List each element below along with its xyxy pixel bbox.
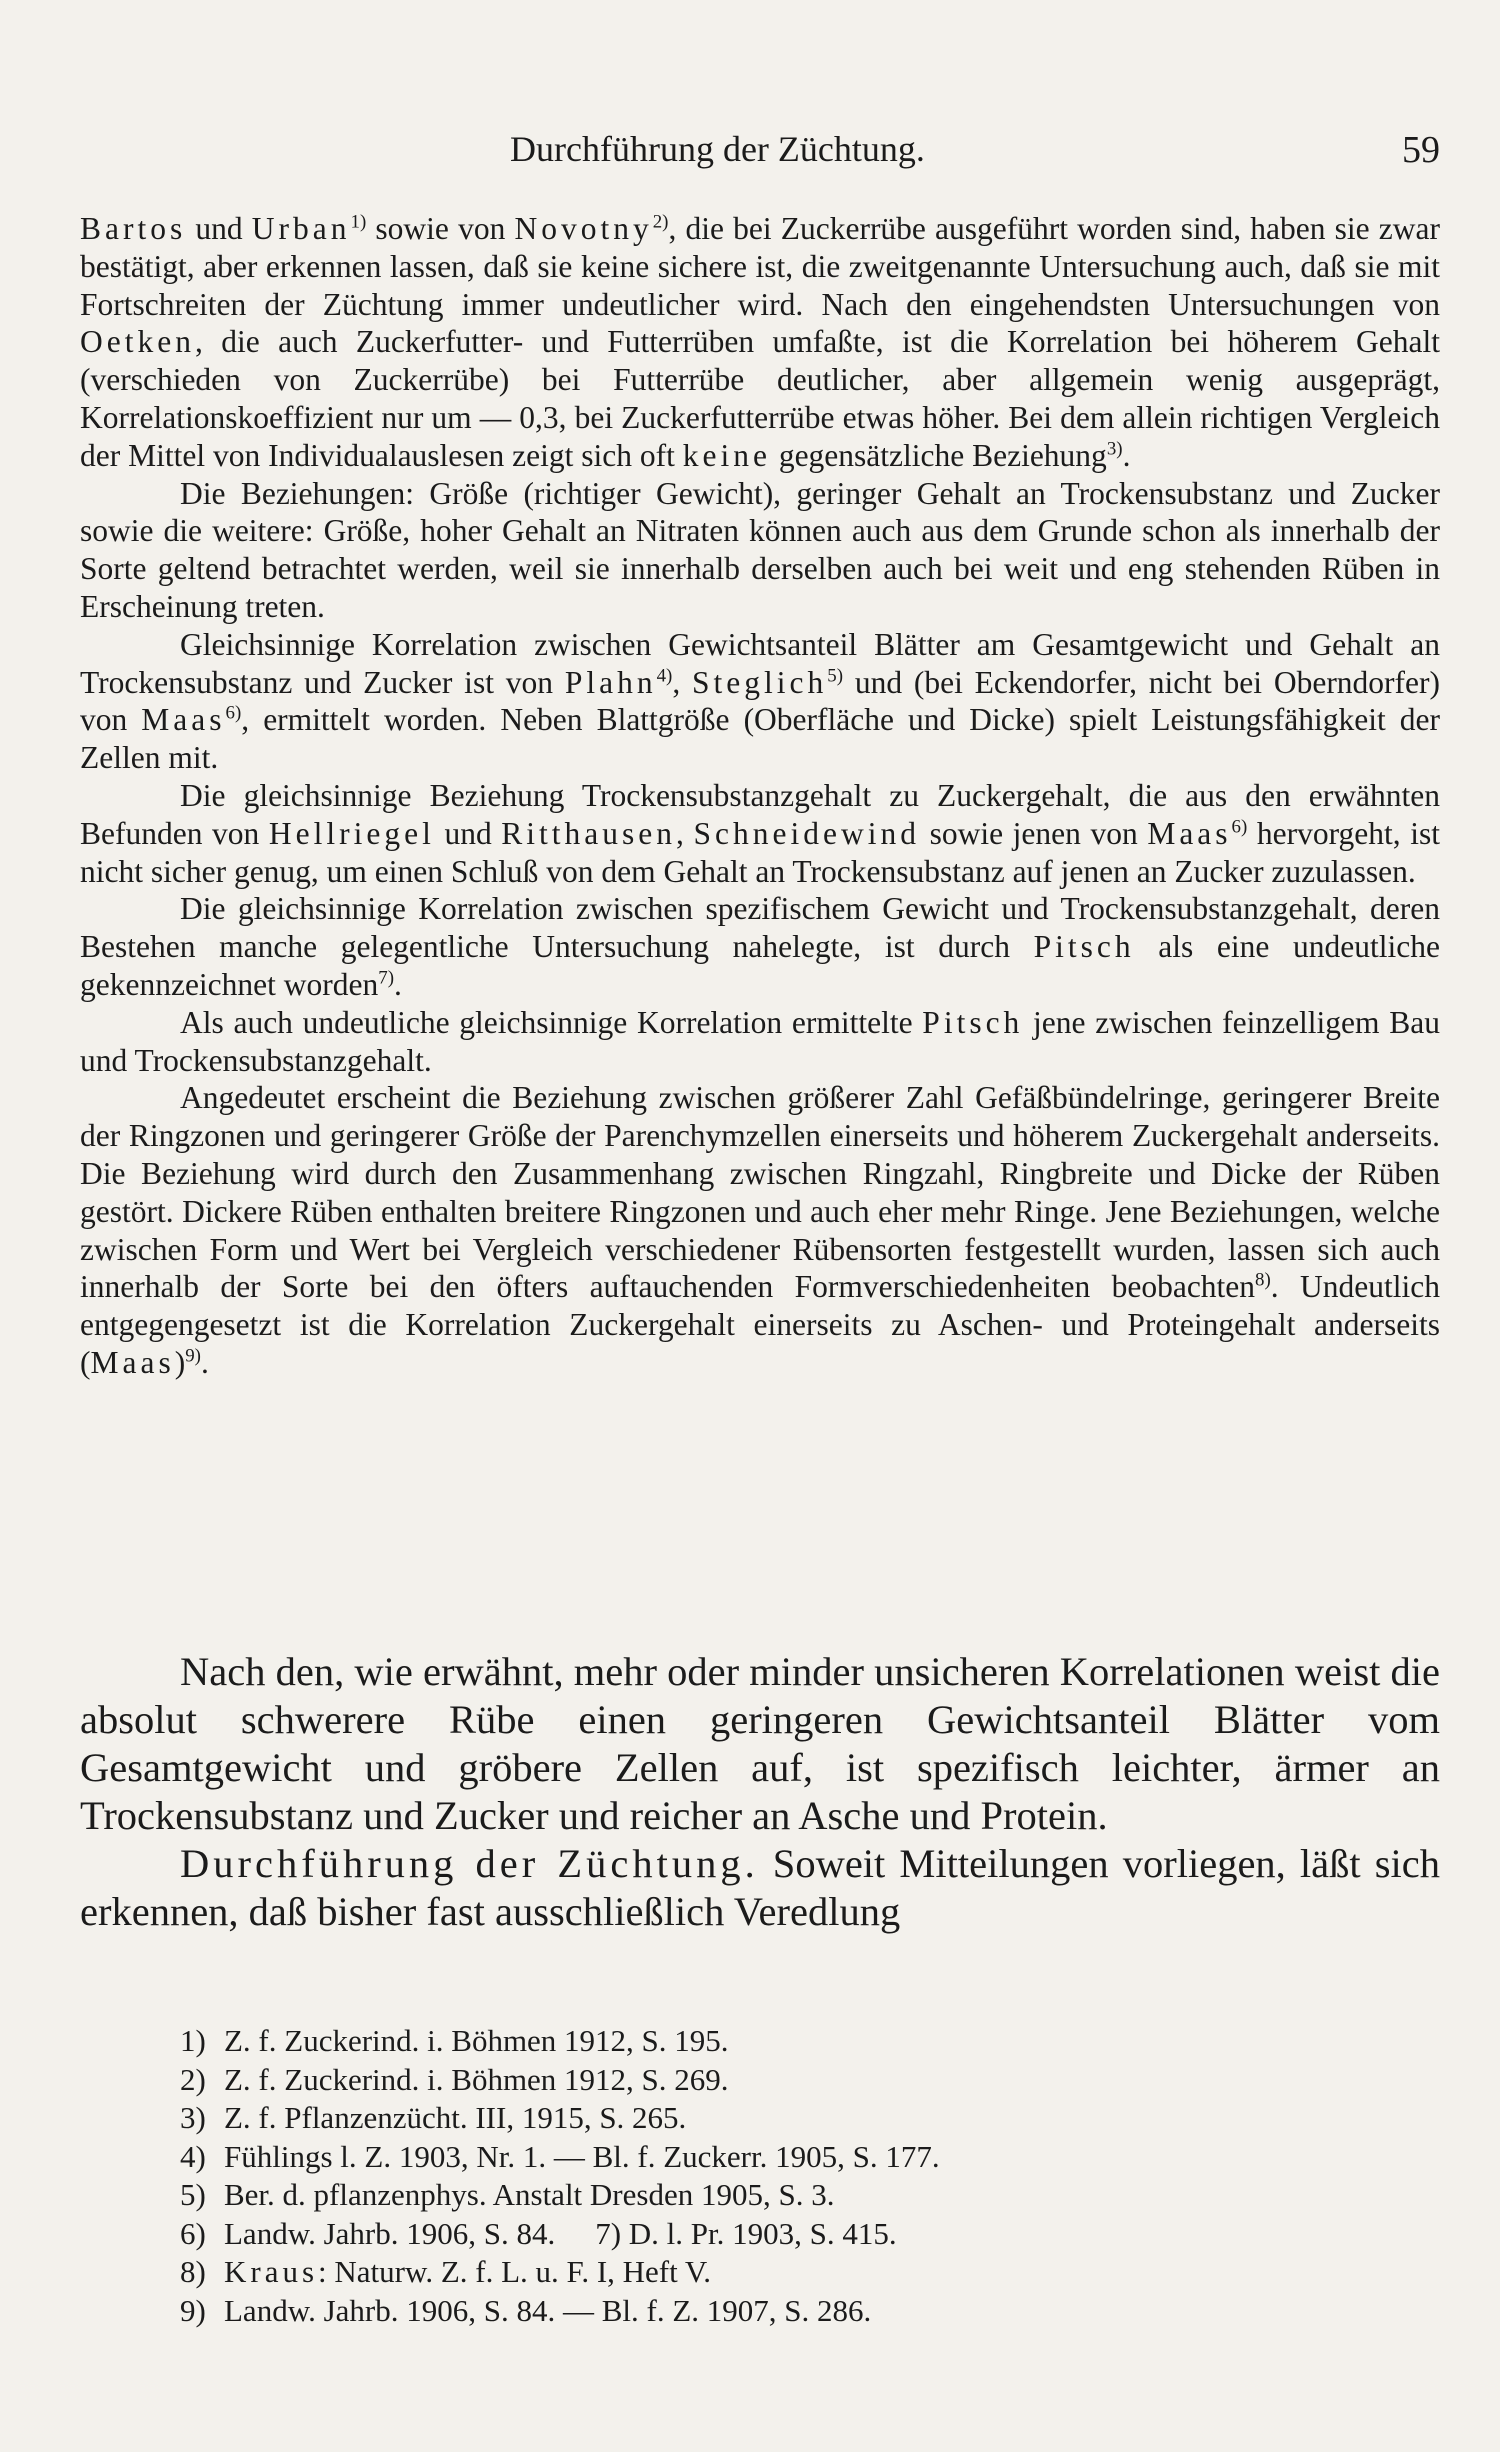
footnote-ref: 3) bbox=[1106, 438, 1123, 460]
body-small-print bbox=[80, 210, 1440, 1382]
author-name: Maas bbox=[90, 1344, 175, 1380]
section-heading: Durchführung der Züchtung. bbox=[180, 1841, 759, 1886]
footnote: 1) Z. f. Zuckerind. i. Böhmen 1912, S. 195. bbox=[180, 2023, 729, 2058]
author-name: Ritthausen bbox=[501, 815, 677, 851]
author-name: Urban bbox=[251, 211, 351, 246]
author-name: Pitsch bbox=[922, 1004, 1024, 1040]
footnote: 2) Z. f. Zuckerind. i. Böhmen 1912, S. 269. bbox=[180, 2061, 729, 2097]
paragraph-5: Die gleichsinnige Korrelation zwischen spezifischem Gewicht und Trockensubstanzgehalt, deren Bestehen manche gelegentliche Untersuchung nahelegte, ist durch Pitsch als eine undeutliche gekennzeichnet worden$^{7)}$. bbox=[80, 891, 1440, 1002]
footnotes bbox=[180, 2022, 1380, 2330]
paragraph-1: Bartos und Urban$^{1)}$ sowie von Novotny$^{2)}$, die bei Zuckerrübe ausgeführt worden sind, haben sie zwar bestätigt, aber erkennen lassen, daß sie keine sichere ist, die zweitgenannte Untersuchung auch, daß sie mit Fortschreiten der Züchtung immer undeutlicher wird. Nach den eingehendsten Untersuchungen von Oetken, die auch Zuckerfutter- und Futterrüben umfaßte, ist die Korrelation bei höherem Gehalt (verschieden von Zuckerrübe) bei Futterrübe deutlicher, aber allgemein wenig ausgeprägt, Korrelationskoeffizient nur um — 0,3, bei Zuckerfutterrübe etwas höher. Bei dem allein richtigen Vergleich der Mittel von Individualauslesen zeigt sich oft keine gegensätzliche Beziehung$^{3)}$. bbox=[80, 211, 1441, 473]
paragraph-3: Gleichsinnige Korrelation zwischen Gewichtsanteil Blätter am Gesamtgewicht und Gehalt an Trockensubstanz und Zucker ist von Plahn$^{4)}$, Steglich$^{5)}$ und (bei Eckendorfer, nicht bei Oberndorfer) von Maas$^{6)}$, ermittelt worden. Neben Blattgröße (Oberfläche und Dicke) spielt Leistungsfähigkeit der Zellen mit. bbox=[80, 626, 1441, 776]
header-title: Durchführung der Züchtung. bbox=[510, 129, 925, 169]
page-number: 59 bbox=[1402, 129, 1440, 171]
footnote-ref: 6) bbox=[225, 702, 242, 724]
footnote: 3) Z. f. Pflanzenzücht. III, 1915, S. 265. bbox=[180, 2100, 687, 2135]
emphasis: keine bbox=[682, 437, 771, 473]
paragraph-4: Die gleichsinnige Beziehung Trockensubstanzgehalt zu Zuckergehalt, die aus den erwähnten Befunden von Hellriegel und Ritthausen, Schneidewind sowie jenen von Maas$^{6)}$ hervorgeht, ist nicht sicher genug, um einen Schluß von dem Gehalt an Trockensubstanz auf jenen an Zucker zuzulassen. bbox=[80, 777, 1440, 889]
author-name: Steglich bbox=[692, 664, 828, 700]
footnote: 4) Fühlings l. Z. 1903, Nr. 1. — Bl. f. Zuckerr. 1905, S. 177. bbox=[180, 2138, 940, 2174]
footnote-ref: 1) bbox=[350, 211, 367, 233]
summary-paragraph: Nach den, wie erwähnt, mehr oder minder unsicheren Korrelationen weist die absolut schwerere Rübe einen geringeren Gewichtsanteil Blätter vom Gesamtgewicht und gröbere Zellen auf, ist spezifisch leichter, ärmer an Trockensubstanz und Zucker und reicher an Asche und Protein. bbox=[80, 1649, 1440, 1838]
footnote-ref: 7) bbox=[378, 967, 394, 989]
author-name: Plahn bbox=[564, 664, 657, 700]
footnote: 5) Ber. d. pflanzenphys. Anstalt Dresden 1905, S. 3. bbox=[180, 2177, 835, 2212]
paragraph-2: Die Beziehungen: Größe (richtiger Gewicht), geringer Gehalt an Trockensubstanz und Zucker sowie die weitere: Größe, hoher Gehalt an Nitraten können auch aus dem Grunde schon als innerhalb der Sorte geltend betrachtet werden, weil sie innerhalb derselben auch bei weit und eng stehenden Rüben in Erscheinung treten. bbox=[80, 475, 1440, 624]
body-large-print bbox=[80, 1648, 1440, 1936]
running-header bbox=[80, 128, 1440, 174]
author-name: Pitsch bbox=[1033, 929, 1135, 965]
footnote-ref: 4) bbox=[656, 665, 673, 687]
paragraph-7: Angedeutet erscheint die Beziehung zwischen größerer Zahl Gefäßbündelringe, geringerer Breite der Ringzonen und geringerer Größe der Parenchymzellen einerseits und höherem Zuckergehalt anderseits. Die Beziehung wird durch den Zusammenhang zwischen Ringzahl, Ringbreite und Dicke der Rüben gestört. Dickere Rüben enthalten breitere Ringzonen und auch eher mehr Ringe. Jene Beziehungen, welche zwischen Form und Wert bei Vergleich verschiedener Rübensorten festgestellt wurden, lassen sich auch innerhalb der Sorte bei den öfters auftauchenden Formverschiedenheiten beobachten$^{8)}$. Undeutlich entgegengesetzt ist die Korrelation Zuckergehalt einerseits zu Aschen- und Proteingehalt anderseits (Maas)$^{9)}$. bbox=[80, 1080, 1441, 1380]
author-name: Kraus bbox=[224, 2254, 319, 2289]
footnote: 8) Kraus: Naturw. Z. f. L. u. F. I, Heft V. bbox=[180, 2254, 712, 2289]
footnote-ref: 6) bbox=[1231, 816, 1248, 838]
author-name: Maas bbox=[1147, 815, 1232, 851]
footnote-ref: 5) bbox=[827, 665, 844, 687]
author-name: Novotny bbox=[514, 211, 653, 246]
paragraph-6: Als auch undeutliche gleichsinnige Korrelation ermittelte Pitsch jene zwischen feinzelligem Bau und Trockensubstanzgehalt. bbox=[80, 1004, 1440, 1078]
footnote-ref: 8) bbox=[1255, 1269, 1271, 1291]
author-name: Bartos bbox=[80, 211, 187, 246]
author-name: Schneidewind bbox=[693, 815, 920, 851]
section-paragraph: Durchführung der Züchtung. Soweit Mitteilungen vorliegen, läßt sich erkennen, daß bisher fast ausschließlich Veredlung bbox=[80, 1841, 1440, 1934]
footnote-ref: 9) bbox=[185, 1345, 201, 1367]
author-name: Hellriegel bbox=[268, 815, 435, 851]
footnote-ref: 2) bbox=[652, 211, 669, 233]
footnote: 9) Landw. Jahrb. 1906, S. 84. — Bl. f. Z. 1907, S. 286. bbox=[180, 2292, 872, 2328]
author-name: Oetken bbox=[80, 324, 195, 360]
author-name: Maas bbox=[141, 702, 226, 738]
footnote: 6) Landw. Jahrb. 1906, S. 84. 7) D. l. Pr. 1903, S. 415. bbox=[180, 2215, 897, 2251]
